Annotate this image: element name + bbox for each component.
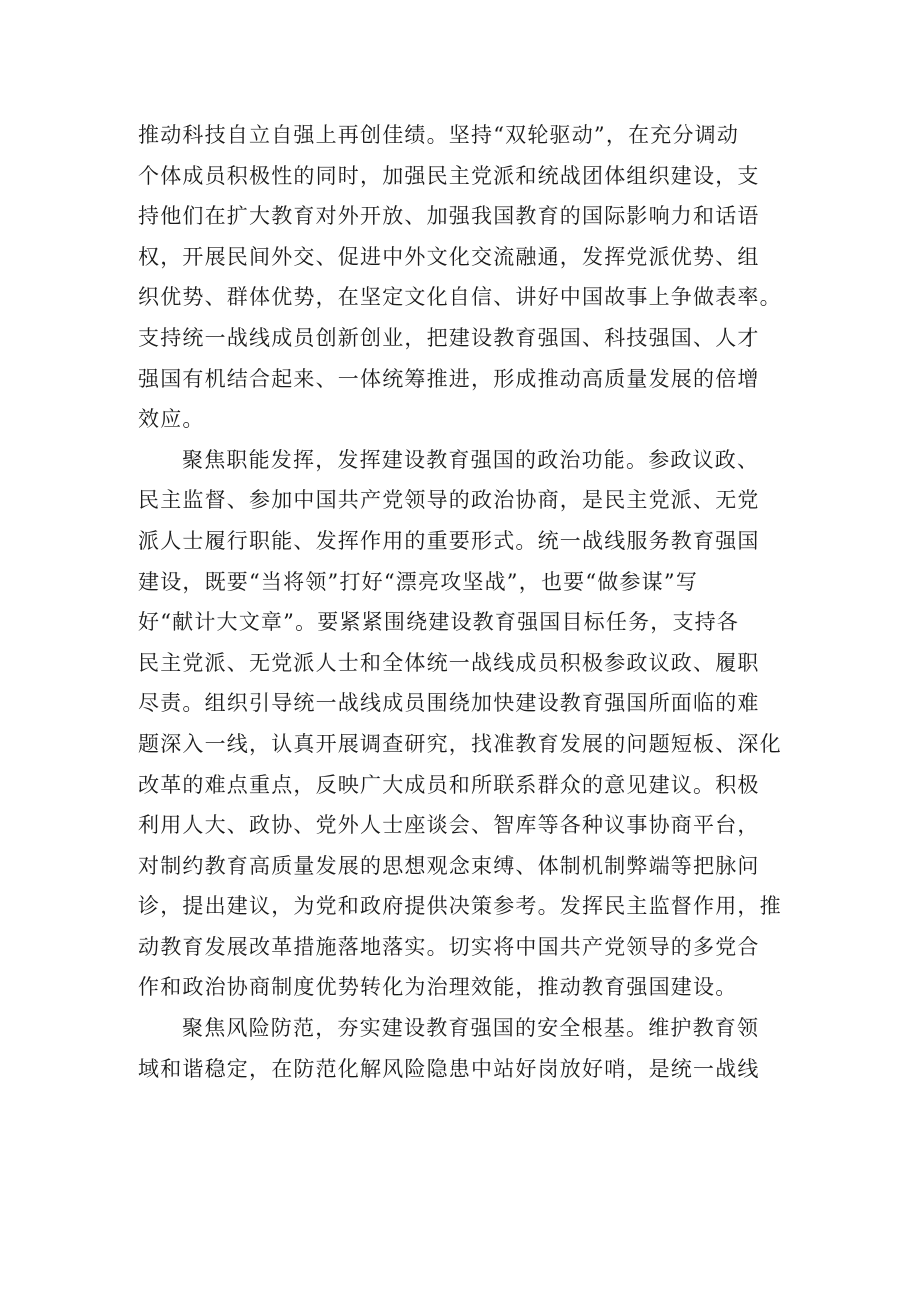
text-line: 民主党派、无党派人士和全体统一战线成员积极参政议政、履职 [138,650,760,675]
text-line: 好“献计大文章”。要紧紧围绕建设教育强国目标任务，支持各 [138,610,740,635]
text-line: 效应。 [138,407,205,432]
text-line: 权，开展民间外交、促进中外文化交流融通，发挥党派优势、组 [138,244,760,269]
text-line: 题深入一线，认真开展调查研究，找准教育发展的问题短板、深化 [138,731,782,756]
text-line: 支持统一战线成员创新创业，把建设教育强国、科技强国、人才 [138,325,760,350]
text-line: 民主监督、参加中国共产党领导的政治协商，是民主党派、无党 [138,488,760,513]
paragraph-start-line: 聚焦职能发挥，发挥建设教育强国的政治功能。参政议政、 [182,447,760,472]
body-text [138,115,798,1089]
text-line: 持他们在扩大教育对外开放、加强我国教育的国际影响力和话语 [138,204,760,229]
text-line: 强国有机结合起来、一体统筹推进，形成推动高质量发展的倍增 [138,366,760,391]
text-line: 域和谐稳定，在防范化解风险隐患中站好岗放好哨，是统一战线 [138,1056,760,1081]
text-line: 派人士履行职能、发挥作用的重要形式。统一战线服务教育强国 [138,528,760,553]
paragraph-start-line: 聚焦风险防范，夯实建设教育强国的安全根基。维护教育领 [182,1016,760,1041]
text-line: 动教育发展改革措施落地落实。切实将中国共产党领导的多党合 [138,934,760,959]
text-line: 作和政治协商制度优势转化为治理效能，推动教育强国建设。 [138,975,738,1000]
text-line: 改革的难点重点，反映广大成员和所联系群众的意见建议。积极 [138,772,760,797]
text-line: 利用人大、政协、党外人士座谈会、智库等各种议事协商平台， [138,813,760,838]
text-line: 对制约教育高质量发展的思想观念束缚、体制机制弊端等把脉问 [138,853,760,878]
text-line: 织优势、群体优势，在坚定文化自信、讲好中国故事上争做表率。 [138,285,782,310]
text-line: 建设，既要“当将领”打好“漂亮攻坚战”，也要“做参谋”写 [138,569,699,594]
text-line: 尽责。组织引导统一战线成员围绕加快建设教育强国所面临的难 [138,691,760,716]
text-line: 诊，提出建议，为党和政府提供决策参考。发挥民主监督作用，推 [138,894,782,919]
text-line: 个体成员积极性的同时，加强民主党派和统战团体组织建设，支 [138,163,760,188]
text-line: 推动科技自立自强上再创佳绩。坚持“双轮驱动”，在充分调动 [138,123,740,147]
